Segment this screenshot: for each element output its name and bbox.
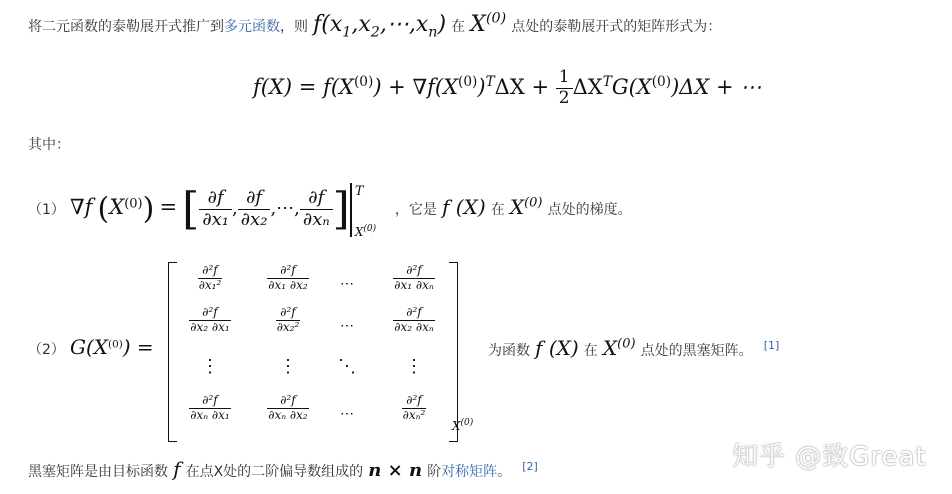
intro-in: 在 <box>451 19 466 35</box>
symmetric-matrix-link[interactable]: 对称矩阵 <box>441 464 498 480</box>
qizhong-label: 其中： <box>28 137 70 153</box>
intro-text: 将二元函数的泰勒展开式推广到 <box>28 19 224 35</box>
hessian-definition-line: 黑塞矩阵是由目标函数 f 在点X处的二阶偏导数组成的 n × n 阶对称矩阵。 [2] <box>28 457 538 481</box>
reference-1-link[interactable]: [1] <box>763 338 780 352</box>
hessian-eval-at: $X^{(0)}$ <box>452 418 474 433</box>
one-half: $\frac{1}{2}$ <box>556 68 573 108</box>
zhihu-watermark: 知乎 @致Great <box>732 442 927 472</box>
item2-label: （2） <box>28 342 65 358</box>
x0-expr: $X^{(0)}$ <box>470 10 507 37</box>
multivariate-function-link[interactable]: 多元函数 <box>224 19 280 35</box>
intro-line <box>28 8 721 42</box>
intro-text-2: ，则 <box>280 19 308 35</box>
nabla-f: ∇f <box>70 195 93 219</box>
hessian-description: 为函数 f (X) 在 $X^{(0)}$ 点处的黑塞矩阵。 [1] <box>488 336 780 360</box>
reference-2-link[interactable]: [2] <box>522 459 538 473</box>
f-of-x-expr: $f(x_1,x_2,\cdots,x_n)$ <box>313 12 447 41</box>
item1-label: （1） <box>28 202 65 218</box>
intro-text-3: 点处的泰勒展开式的矩阵形式为： <box>511 19 722 35</box>
gradient-item: （1） ∇f $(X^{(0)})$ = [ $\frac{\partial f}{\text{∂x₁}}$ , $\frac{\partial f}{\text{∂x₂}}$ ,⋯, $\frac{\partial f}{\text{∂xₙ}}$ ] T $X^{(0)}$ ，它是 f (X) 在 $X^{(0)}$ 点处的梯度。 <box>28 183 632 239</box>
hessian-item-label: （2） $G(X^{(0)})$ = <box>28 335 154 359</box>
hessian-matrix: $\frac{\text{∂²f}}{\text{∂x₁²}}$ $\frac{\text{∂²f}}{\text{∂x₁ ∂x₂}}$ ⋯ $\frac{\text{∂²f}}{\text{∂x₁ ∂xₙ}}$ $\frac{\text{∂²f}}{\text{∂x₂ ∂x₁}}$ $\frac{\text{∂²f}}{\text{∂x₂²}}$ ⋯ $\frac{\text{∂²f}}{\text{∂x₂ ∂xₙ}}$ ⋮ ⋮ ⋱ ⋮ $\frac{\text{∂²f}}{\text{∂xₙ ∂x₁}}$ $\frac{\text{∂²f}}{\text{∂xₙ ∂x₂}}$ ⋯ $\frac{\text{∂²f}}{\text{∂xₙ²}}$ <box>168 262 458 440</box>
gradient-desc-c: 点处的梯度。 <box>547 202 632 218</box>
gradient-desc-a: ，它是 <box>394 202 437 218</box>
taylor-formula: $f(X) = f(X^{(0)}) + \nabla f(X^{(0)})^T\Delta X$ + $\frac{1}{2}$ $\Delta X^TG(X^{(0)})\Delta X$ + ⋯ <box>253 66 762 108</box>
